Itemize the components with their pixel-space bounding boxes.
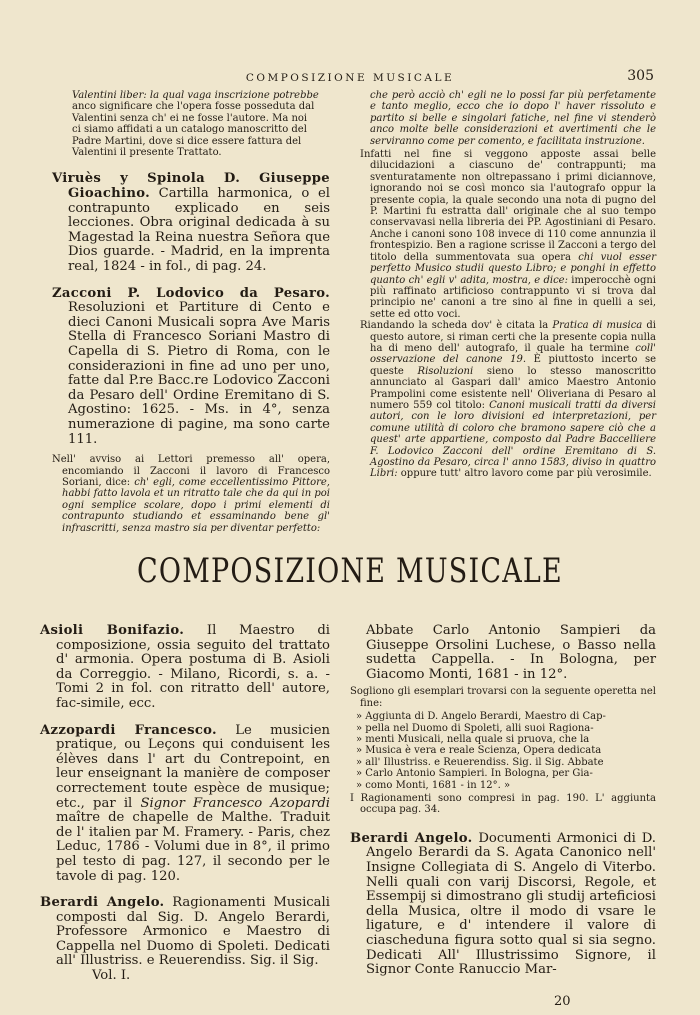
note-quote: coll' osservazione del canone 19. (370, 342, 656, 366)
note-quote: Pratica di musica (552, 320, 643, 332)
continuation-note (52, 90, 330, 158)
entry-body: Cartilla harmonica, o el contrapunto explicado en seis lecciones. Obra original dedicada à su Magestad la Reina nuestra Señora que Dios guarde. - Madrid, en la imprenta real, 1824 - in fol., di pag. 24. (68, 186, 330, 274)
note-text: imperocchè ogni più raffinato artificioso contrappunto vi si trova dal principio ne' canoni a tre sino al fine in quelli a sei, sette ed otto voci. (370, 274, 656, 320)
section-title: COMPOSIZIONE MUSICALE (137, 552, 563, 591)
note-line: ci siamo affidati a un catalogo manoscritto del (72, 124, 307, 136)
note-line: Valentini senza ch' ei ne fosse l'autore. Ma noi (72, 112, 308, 124)
quote-line: » pella nel Duomo di Spoleti, alli suoi Ragiona- (356, 722, 594, 734)
entry-heading: Azzopardi Francesco. (40, 722, 217, 738)
entry-body: Documenti Armonici di D. Angelo Berardi da S. Agata Canonico nell' Insigne Collegiata di S. Angelo di Viterbo. Nelli quali con varij Discorsi, Regole, et Essempij si dimostrano gli studij arteficiosi della Musica, oltre il modo di vsare le ligature, e d' intendere il valore di ciascheduna figura sotto qual si sia segno. Dedicati All' Illustrissimo Signore, il Signor Conte Ranuccio Mar- (366, 830, 656, 978)
entry-berardi-ragionamenti (40, 896, 330, 969)
signature-number: 20 (554, 994, 571, 1009)
entry-body: Resoluzioni et Partiture di Cento e dieci Canoni Musicali sopra Ave Maris Stella di Francesco Soriani Mastro di Capella di S. Pietro di Roma, con le considerazioni in fine ad uno per uno, fatte dal P.re Bacc.re Lodovico Zacconi da Pesaro dell' Ordine Eremitano di S. Agostino: 1625. - Ms. in 4°, senza numerazione di pagine, ma sono carte 111. (68, 300, 330, 447)
entry-continuation: Abbate Carlo Antonio Sampieri da Giuseppe Orsolini Luchese, o Basso nella sudetta Cappella. - In Bologna, per Giacomo Monti, 1681 - in 12°. (366, 623, 656, 682)
note-quote: Canoni musicali tratti da diversi autori, con le loro divisioni ed interpretazioni, per comune utilità di coloro che bramono sapere ciò che a quest' arte appartiene, composto dal Padre Baccelliere F. Lodovico Zacconi dell' ordine Eremitano di S. Agostino da Pesaro, circa l' anno 1583, diviso in quattro Libri: (370, 399, 656, 480)
running-head: COMPOSIZIONE MUSICALE (245, 72, 455, 84)
quote-line: » Aggiunta di D. Angelo Berardi, Maestro di Cap- (356, 711, 606, 723)
entry-heading: Berardi Angelo. (350, 830, 473, 846)
note-paragraph: I Ragionamenti sono compresi in pag. 190. L' aggiunta occupa pag. 34. (350, 793, 656, 816)
note-paragraph: Sogliono gli esemplari trovarsi con la seguente operetta nel fine: (350, 686, 656, 709)
quote-line: » all' Illustriss. e Reuerendiss. Sig. il Sig. Abbate (356, 756, 604, 768)
note-quote: Risoluzioni (417, 365, 474, 377)
entry-asioli (40, 624, 330, 712)
quote-line: » como Monti, 1681 - in 12°. » (356, 779, 511, 791)
entry-body: Le musicien pratique, ou Leçons qui conduisent les élèves dans l' art du Contrepoint, en leur enseignant la manière de composer correctement toute espèce de musique; etc., par il (56, 722, 330, 811)
note-line: Padre Martini, dove si dice essere fattura del (72, 135, 302, 147)
note-text: sieno lo stesso manoscritto annunciato al Gaspari dall' amico Maestro Antonio Prampolini come esistente nell' Oliveriana di Pesaro al numero 559 col titolo: (370, 365, 656, 411)
entry-note (52, 454, 330, 534)
top-left-column (52, 90, 330, 534)
entry-body: maître de chapelle de Malthe. Traduit de l' italien par M. Framery. - Paris, chez Leduc, 1786 - Volumi due in 8°, il primo pel testo di pag. 127, il secondo per le tavole di pag. 120. (56, 810, 330, 884)
quote-line: » menti Musicali, nella quale si pruova, che la (356, 734, 590, 745)
entry-heading: Zacconi P. Lodovico da Pesaro. (52, 285, 330, 301)
note-text: oppure tutt' altro lavoro come par più verosimile. (400, 468, 652, 480)
note-line: anco significare che l'opera fosse posseduta dal (72, 101, 315, 113)
note-paragraph (360, 149, 656, 320)
note-text: Nell' avviso ai Lettori premesso all' opera, encomiando il Zacconi il lavoro di Francesco Soriani, dice: (52, 454, 330, 488)
entry-body: Ragionamenti Musicali composti dal Sig. D. Angelo Berardi, Professore Armonico e Maestro di Cappella nel Duomo di Spoleti. Dedicati all' Illustriss. e Reuerendiss. Sig. il Sig. (56, 895, 330, 969)
note-paragraph (360, 320, 656, 480)
note-line: Valentini il presente Trattato. (72, 147, 222, 159)
page-number: 305 (627, 68, 654, 84)
entry-heading: Asioli Bonifazio. (40, 623, 185, 638)
note-quote: ch' egli, come eccellentissimo Pittore, habbi fatto lavola et un ritratto tale che da qui in poi ogni semplice scolare, dopo i primi elementi di contrapunto studiando et essaminando bene gl' infrascritti, senza mastro sia per diventar perfetto: (62, 476, 330, 534)
note-line: Valentini liber: la qual vaga inscrizione potrebbe (72, 90, 319, 101)
entry-zacconi (52, 287, 330, 448)
entry-body-italic: Signor Francesco Azopardi (140, 795, 330, 811)
note-text: Infatti nel fine si veggono apposte assai belle dilucidazioni a ciascuno de' contrappunti; ma sventuratamente non oltrepassano i primi diciannove, ignorando noi se così monco sia l'autografo oppur la presente copia, la quale secondo una nota di pugno del P. Martini fu estratta dall' originale che al suo tempo conservavasi nella libreria dei PP. Agostiniani di Pesaro. Anche i canoni sono 108 invece di 110 come annunzia il frontespizio. Ben a ragione scrisse il Zacconi a tergo del titolo della summentovata sua opera (360, 149, 656, 263)
volume-label: Vol. I. (92, 968, 131, 984)
entry-body: Il Maestro di composizione, ossia seguito del trattato d' armonia. Opera postuma di B. Asioli da Correggio. - Milano, Ricordi, s. a. - Tomi 2 in fol. con ritratto dell' autore, fac-simile, ecc. (56, 623, 330, 711)
quote-continuation: che però acciò ch' egli ne lo possi far più perfetamente e tanto meglio, ecco che io dopo l' haver rissoluto e partito si belle e singolari fatiche, nel fine vi stenderò anco molte belle considerazioni et avertimenti che le serviranno come per comento, e facilitata instruzione. (370, 90, 656, 147)
entry-berardi-documenti (350, 832, 656, 978)
bottom-right-column (350, 624, 656, 978)
entry-azzopardi (40, 724, 330, 885)
entry-virues (52, 172, 330, 274)
entry-heading: Viruès y Spinola D. Giuseppe Gioachino. (52, 171, 330, 202)
note-text: È piuttosto incerto se queste (370, 354, 656, 377)
bottom-left-column (40, 624, 330, 984)
quoted-title (350, 711, 656, 791)
note-quote: chi vuol esser perfetto Musico studii questo Libro; e ponghi in effetto quanto ch' egli v' adita, mostra, e dice: (370, 251, 656, 286)
note-text: di questo autore, si riman certi che la presente copia nulla ha di meno dell' autografo, il quale ha termine (370, 320, 656, 354)
quote-line: » Carlo Antonio Sampieri. In Bologna, per Gia- (356, 768, 593, 780)
entry-heading: Berardi Angelo. (40, 895, 165, 911)
note-text: Riandando la scheda dov' è citata la (360, 320, 549, 332)
quote-line: » Musica è vera e reale Scienza, Opera dedicata (356, 745, 602, 757)
top-right-column (360, 90, 656, 480)
